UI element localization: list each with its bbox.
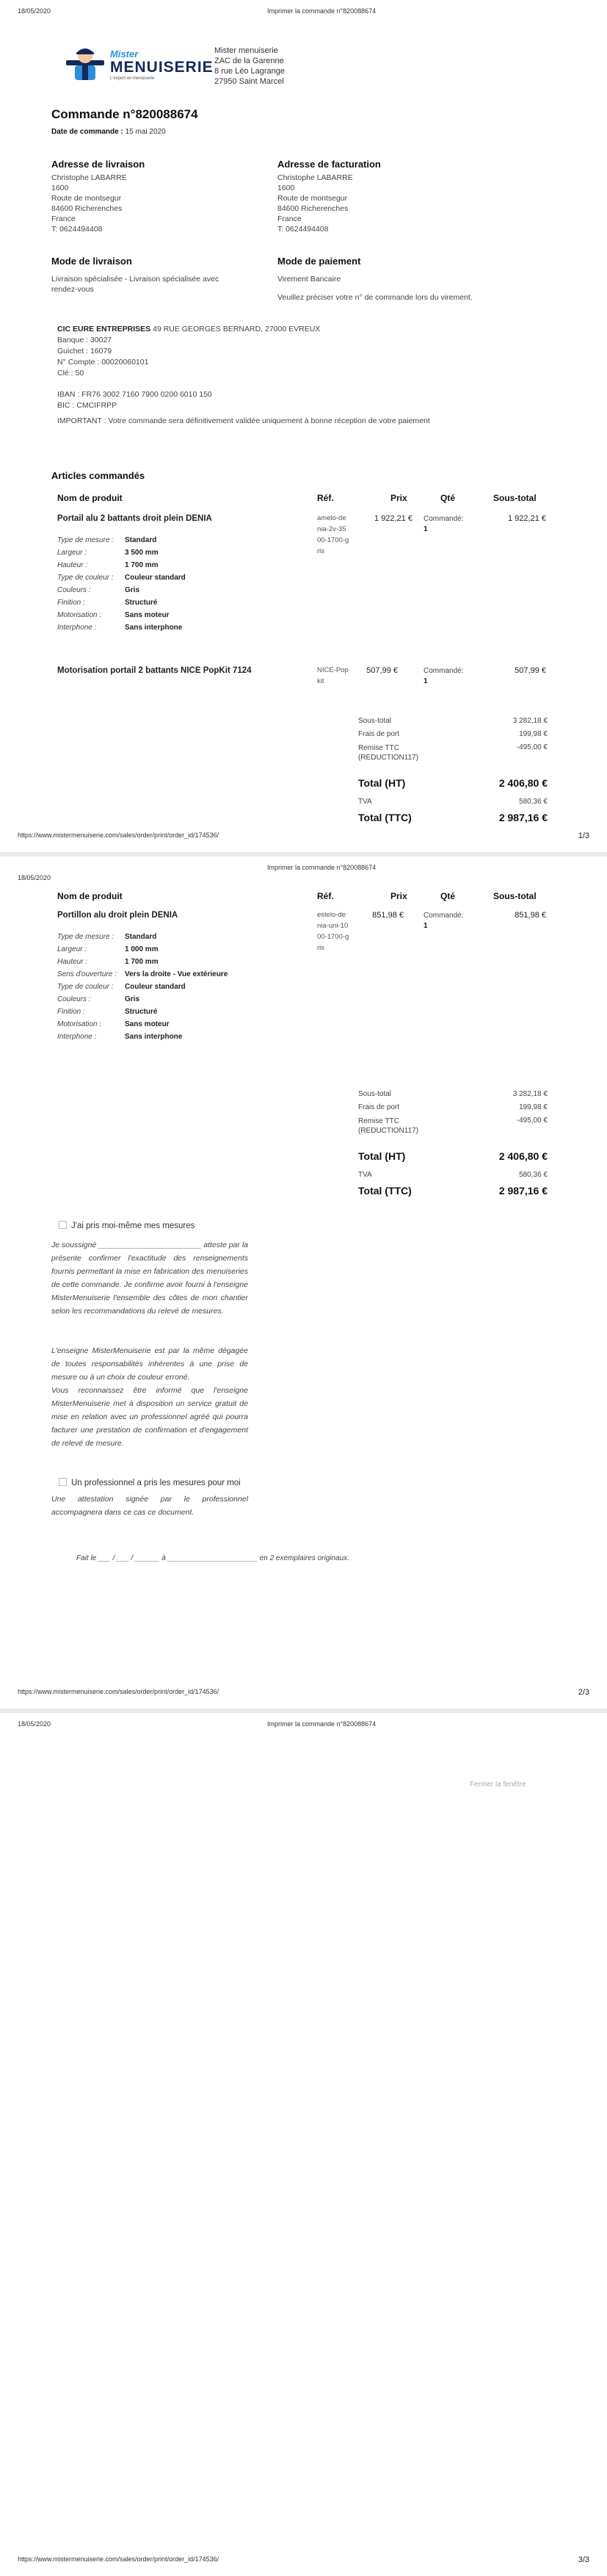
attestation-text: Une attestation signée par le professionnel accompagnera dans ce cas ce document.: [51, 1495, 248, 1517]
declaration-paragraph-3: Vous reconnaissez être informé que l'enseigne MisterMenuiserie met à disposition un service gratuit de mise en relation avec un professionnel agréé qui pourra facturer une prestation de confirmation et d'engagement de relevé de mesure.: [51, 1386, 248, 1448]
attr-key: Couleurs :: [57, 995, 91, 1003]
articles-heading: Articles commandés: [51, 470, 145, 481]
bank-bic: BIC : CMCIFRPP: [57, 401, 117, 410]
totals-ttc: [358, 812, 548, 825]
item-name: Portillon alu droit plein DENIA: [57, 911, 178, 920]
print-page-3: [0, 1713, 607, 2576]
billing-line: Christophe LABARRE: [277, 173, 353, 182]
attr-value: Sans interphone: [125, 624, 183, 632]
item-subtotal: 851,98 €: [515, 911, 546, 920]
col-price: Prix: [390, 493, 407, 503]
shipping-line-2: rendez-vous: [51, 285, 94, 294]
declaration-paragraph-1: Je soussigné ________________________ atteste par la présente confirmer l'exactitude des renseignements fournis permettant la mise en fabrication des menuiseries de cette commande. Je confirme avoir fourni à l'enseigne MisterMenuiserie l'ensemble des côtes de mon chantier selon les recommandations du relevé de mesures.: [51, 1241, 248, 1316]
attr-value: Standard: [125, 536, 157, 544]
attr-key: Interphone :: [57, 624, 97, 632]
item-subtotal: 507,99 €: [515, 666, 546, 675]
print-page-2: [0, 856, 607, 1709]
attr-value: Sans moteur: [125, 611, 170, 619]
total-label: Total (TTC): [358, 1185, 412, 1197]
attr-value: Gris: [125, 995, 140, 1003]
shop-name: Mister menuiserie: [214, 46, 278, 55]
qty-value: 1: [424, 922, 428, 930]
item-attributes: [57, 931, 228, 1043]
bank-code: Banque : 30027: [57, 336, 112, 344]
attr-key: Couleurs :: [57, 586, 91, 594]
attr-value: 1 700 mm: [125, 958, 159, 966]
attr-value: Couleur standard: [125, 574, 186, 582]
order-date: [51, 128, 166, 136]
page-header: [18, 864, 589, 873]
billing-line: 84600 Richerenches: [277, 204, 349, 213]
attr-key: Type de couleur :: [57, 983, 114, 991]
total-value: 2 406,80 €: [498, 1150, 548, 1162]
total-label: Sous-total: [358, 1090, 392, 1098]
print-date: 18/05/2020: [18, 874, 51, 881]
total-value: 580,36 €: [519, 798, 548, 806]
attr-key: Sens d'ouverture :: [57, 970, 117, 978]
item-subtotal: 1 922,21 €: [508, 514, 546, 523]
totals-shipping: [358, 1103, 548, 1114]
total-value: 580,36 €: [519, 1171, 548, 1179]
page-header: [18, 1720, 589, 1729]
qty-label: Commandé:: [424, 515, 464, 523]
payment-note: Veuillez préciser votre n° de commande lors du virement.: [277, 293, 473, 302]
item-qty: [424, 911, 463, 931]
billing-heading: Adresse de facturation: [277, 159, 381, 170]
close-window-link[interactable]: Fermer la fenêtre: [470, 1781, 526, 1789]
attr-value: Couleur standard: [125, 983, 186, 991]
billing-line: T: 0624494408: [277, 225, 329, 234]
item-ref: estelo-denia-uni-1000-1700-gris: [317, 911, 349, 952]
order-title: Commande n°820088674: [51, 107, 198, 121]
shipping-heading: Mode de livraison: [51, 256, 132, 267]
item-price: 507,99 €: [366, 666, 398, 675]
bank-details: [57, 324, 586, 427]
item-price: 1 922,21 €: [374, 514, 412, 523]
attr-value: Structuré: [125, 599, 158, 607]
logo-line-2: MENUISERIE: [110, 59, 214, 76]
item-name: Motorisation portail 2 battants NICE PopKit 7124: [57, 666, 252, 675]
item-ref: amelo-denia-2v-3500-1700-gris: [317, 514, 349, 555]
declaration-paragraph-2: L'enseigne MisterMenuiserie est par la même dégagée de toutes responsabilités inhérentes à une prise de mesure ou à un choix de couleur erroné.: [51, 1346, 248, 1382]
delivery-line: T: 0624494408: [51, 225, 103, 234]
total-value: 199,98 €: [519, 730, 548, 738]
footer-url: https://www.mistermenuiserie.com/sales/order/print/order_id/174536/: [18, 1688, 219, 1695]
shop-address: [214, 46, 285, 87]
attr-value: Gris: [125, 586, 140, 594]
total-label: Total (HT): [358, 1150, 406, 1162]
attr-value: 1 000 mm: [125, 945, 159, 953]
logo-tagline: L'expert en menuiserie: [110, 76, 155, 81]
total-label: Frais de port: [358, 730, 400, 738]
totals-shipping: [358, 730, 548, 740]
shop-addr-1: ZAC de la Garenne: [214, 57, 284, 65]
item-qty: [424, 514, 463, 535]
print-date: 18/05/2020: [18, 1720, 51, 1728]
totals-ttc: [358, 1185, 548, 1198]
company-logo: [65, 43, 214, 87]
checkbox-icon[interactable]: [59, 1478, 67, 1486]
qty-value: 1: [424, 525, 428, 533]
page-number: 1/3: [578, 831, 589, 840]
col-ref: Réf.: [317, 891, 334, 901]
attr-key: Type de mesure :: [57, 536, 115, 544]
attr-key: Interphone :: [57, 1033, 97, 1041]
col-qty: Qté: [440, 891, 456, 901]
total-value: -495,00 €: [516, 1116, 548, 1125]
bank-address: 49 RUE GEORGES BERNARD, 27000 EVREUX: [153, 325, 321, 333]
billing-address: [277, 173, 353, 234]
total-value: 3 282,18 €: [512, 717, 548, 725]
attr-value: Vers la droite - Vue extérieure: [125, 970, 228, 978]
col-subtotal: Sous-total: [493, 891, 537, 901]
attr-value: Standard: [125, 933, 157, 941]
totals-subtotal: [358, 717, 548, 727]
logo-line-1: Mister: [110, 48, 139, 59]
order-date-value: 15 mai 2020: [125, 128, 166, 136]
total-label: Frais de port: [358, 1103, 400, 1111]
measure-pro-option[interactable]: [59, 1478, 241, 1487]
billing-line: France: [277, 214, 302, 223]
mascot-icon: [65, 46, 106, 82]
totals-subtotal: [358, 1090, 548, 1100]
totals-ht: [358, 1150, 548, 1163]
qty-label: Commandé:: [424, 912, 464, 920]
print-page-1: [0, 0, 607, 852]
qty-value: 1: [424, 677, 428, 685]
signature-line: Fait le ___ / ___ / ______ à ______________________ en 2 exemplaires originaux.: [76, 1554, 349, 1562]
total-label: Total (HT): [358, 777, 406, 789]
attr-key: Type de mesure :: [57, 933, 115, 941]
total-value: 2 987,16 €: [498, 812, 548, 823]
page-header: [18, 7, 589, 16]
col-name: Nom de produit: [57, 891, 123, 901]
measure-self-label: J'ai pris moi-même mes mesures: [71, 1222, 195, 1230]
attr-key: Hauteur :: [57, 958, 88, 966]
item-qty: [424, 666, 463, 687]
total-label: TVA: [358, 798, 372, 806]
billing-line: Route de montsegur: [277, 194, 348, 203]
print-title: Imprimer la commande n°820088674: [267, 7, 377, 15]
attr-value: 1 700 mm: [125, 561, 159, 569]
total-label: Remise TTC (REDUCTION117): [358, 744, 419, 762]
totals-ht: [358, 777, 548, 790]
delivery-heading: Adresse de livraison: [51, 159, 145, 170]
shipping-method: [51, 274, 219, 295]
total-value: 3 282,18 €: [512, 1090, 548, 1098]
attr-key: Largeur :: [57, 549, 87, 557]
attr-key: Type de couleur :: [57, 574, 114, 582]
total-label: Sous-total: [358, 717, 392, 725]
qty-label: Commandé:: [424, 667, 464, 675]
shop-addr-2: 8 rue Léo Lagrange: [214, 67, 286, 76]
delivery-line: 84600 Richerenches: [51, 204, 123, 213]
col-subtotal: Sous-total: [493, 493, 537, 503]
payment-method: [277, 274, 473, 303]
attr-key: Motorisation :: [57, 611, 102, 619]
footer-url: https://www.mistermenuiserie.com/sales/order/print/order_id/174536/: [18, 831, 219, 839]
attr-value: Sans interphone: [125, 1033, 183, 1041]
item-ref: NICE-Popkit: [317, 666, 349, 685]
total-label: Remise TTC (REDUCTION117): [358, 1117, 419, 1135]
page-footer: [18, 831, 589, 840]
attr-key: Largeur :: [57, 945, 87, 953]
shipping-line-1: Livraison spécialisée - Livraison spécialisée avec: [51, 275, 219, 284]
delivery-line: France: [51, 214, 76, 223]
measure-pro-label: Un professionnel a pris les mesures pour moi: [71, 1479, 241, 1487]
payment-heading: Mode de paiement: [277, 256, 361, 267]
billing-line: 1600: [277, 184, 295, 192]
measure-self-option[interactable]: [59, 1221, 195, 1230]
page-footer: [18, 2555, 589, 2564]
col-qty: Qté: [440, 493, 456, 503]
shop-addr-3: 27950 Saint Marcel: [214, 77, 284, 86]
bank-iban: IBAN : FR76 3002 7160 7900 0200 6010 150: [57, 390, 212, 399]
print-date: 18/05/2020: [18, 7, 51, 15]
total-value: 2 987,16 €: [498, 1185, 548, 1197]
total-value: 2 406,80 €: [498, 777, 548, 789]
totals-discount: [358, 1116, 548, 1137]
attr-value: 3 500 mm: [125, 549, 159, 557]
col-name: Nom de produit: [57, 493, 123, 503]
bank-key: Clé : 50: [57, 369, 84, 378]
delivery-line: Route de montsegur: [51, 194, 122, 203]
bank-name: CIC EURE ENTREPRISES: [57, 325, 151, 333]
page-number: 3/3: [578, 2555, 589, 2564]
page-number: 2/3: [578, 1688, 589, 1697]
total-label: TVA: [358, 1171, 372, 1179]
attr-key: Finition :: [57, 599, 85, 607]
totals-tva: [358, 1171, 548, 1181]
payment-method-value: Virement Bancaire: [277, 275, 341, 284]
print-title: Imprimer la commande n°820088674: [267, 864, 377, 871]
col-ref: Réf.: [317, 493, 334, 503]
attr-value: Structuré: [125, 1008, 158, 1016]
order-date-label: Date de commande :: [51, 128, 123, 136]
total-label: Total (TTC): [358, 812, 412, 823]
total-value: 199,98 €: [519, 1103, 548, 1111]
footer-url: https://www.mistermenuiserie.com/sales/order/print/order_id/174536/: [18, 2555, 219, 2563]
totals-tva: [358, 798, 548, 808]
delivery-address: [51, 173, 127, 234]
totals-discount: [358, 743, 548, 764]
delivery-line: Christophe LABARRE: [51, 173, 127, 182]
payment-important: IMPORTANT : Votre commande sera définitivement validée uniquement à bonne réception de votre paiement: [57, 416, 430, 425]
bank-guichet: Guichet : 16079: [57, 347, 112, 356]
attr-value: Sans moteur: [125, 1020, 170, 1028]
attr-key: Finition :: [57, 1008, 85, 1016]
col-price: Prix: [390, 891, 407, 901]
bank-account: N° Compte : 00020060101: [57, 358, 149, 367]
attr-key: Hauteur :: [57, 561, 88, 569]
item-attributes: [57, 534, 186, 634]
delivery-line: 1600: [51, 184, 69, 192]
item-name: Portail alu 2 battants droit plein DENIA: [57, 514, 212, 523]
attr-key: Motorisation :: [57, 1020, 102, 1028]
print-title: Imprimer la commande n°820088674: [267, 1720, 377, 1728]
checkbox-icon[interactable]: [59, 1221, 67, 1229]
page-footer: [18, 1688, 589, 1697]
item-price: 851,98 €: [372, 911, 404, 920]
total-value: -495,00 €: [516, 743, 548, 751]
